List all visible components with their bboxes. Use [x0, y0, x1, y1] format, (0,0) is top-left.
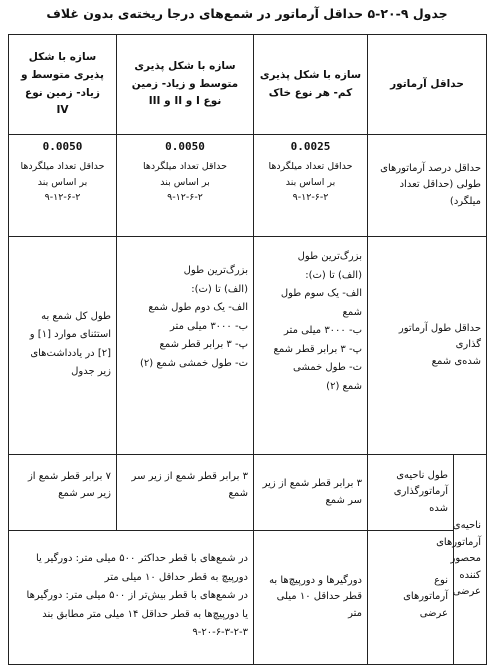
row-min-longitudinal-percent [9, 135, 487, 237]
header-min-reinforcement: حداقل آرماتور [368, 35, 487, 135]
cell-min-longitudinal-medium: 0.0050 حداقل تعداد میلگردها بر اساس بند ۹-۱۲-۶-۲ [117, 135, 254, 237]
cell-transverse-type-low: دورگیرها و دورپیچ‌ها به قطر حداقل ۱۰ میلی متر [254, 531, 368, 665]
cell-min-longitudinal-soil4: 0.0050 حداقل تعداد میلگردها بر اساس بند ۹-۱۲-۶-۲ [9, 135, 117, 237]
cell-zone-length-soil4: ۷ برابر قطر شمع از زیر سر شمع [9, 455, 117, 531]
cell-transverse-type-medium-and-soil4: در شمع‌های با قطر حداکثر ۵۰۰ میلی متر: دورگیر یا دورپیچ به قطر حداقل ۱۰ میلی متر در شمع‌های با قطر بیش‌تر از ۵۰۰ میلی متر: دورگیرها یا دورپیچ‌ها به قطر حداقل ۱۴ میلی متر مطابق بند ۹-۲۰-۶-۳-۲-۳ [9, 531, 254, 665]
row-label-min-reinforced-length: حداقل طول آرماتور گذاری شده‌ی شمع [368, 237, 487, 455]
row-label-min-longitudinal: حداقل درصد آرماتورهای طولی (حداقل تعداد میلگرد) [368, 135, 487, 237]
reinforcement-table [8, 34, 487, 665]
header-medium-high-ductility-soil-1-3: سازه با شکل پذیری متوسط و زیاد- زمین نوع I و II و III [117, 35, 254, 135]
cell-min-longitudinal-low: 0.0025 حداقل تعداد میلگردها بر اساس بند ۹-۱۲-۶-۲ [254, 135, 368, 237]
cell-zone-length-medium: ۳ برابر قطر شمع از زیر سر شمع [117, 455, 254, 531]
row-label-transverse-type: نوع آرماتورهای عرضی [368, 531, 454, 665]
cell-reinforced-length-low: بزرگ‌ترین طول (الف) تا (ت): الف- یک سوم طول شمع ب- ۳۰۰۰ میلی متر پ- ۳ برابر قطر شمع ت- طول خمشی شمع (۲) [254, 237, 368, 455]
header-row [9, 35, 487, 135]
header-medium-high-ductility-soil-4: سازه با شکل پذیری متوسط و زیاد- زمین نوع IV [9, 35, 117, 135]
row-label-zone-length: طول ناحیه‌ی آرماتورگذاری شده [368, 455, 454, 531]
cell-reinforced-length-medium: بزرگ‌ترین طول (الف) تا (ت): الف- یک دوم طول شمع ب- ۳۰۰۰ میلی متر پ- ۳ برابر قطر شمع ت- طول خمشی شمع (۲) [117, 237, 254, 455]
cell-reinforced-length-soil4: طول کل شمع به استثنای موارد [۱] و [۲] در یادداشت‌های زیر جدول [9, 237, 117, 455]
row-reinforced-zone-length [9, 455, 487, 531]
group-label-transverse-confinement-zone: ناحیه‌ی آرماتورهای محصور کننده عرضی [454, 455, 487, 665]
row-transverse-type [9, 531, 487, 665]
row-min-reinforced-length [9, 237, 487, 455]
table-caption: جدول ۹-۲۰-۵ حداقل آرماتور در شمع‌های درجا ریخته‌ی بدون غلاف [46, 6, 448, 21]
header-low-ductility: سازه با شکل پذیری کم- هر نوع خاک [254, 35, 368, 135]
cell-zone-length-low: ۳ برابر قطر شمع از زیر سر شمع [254, 455, 368, 531]
